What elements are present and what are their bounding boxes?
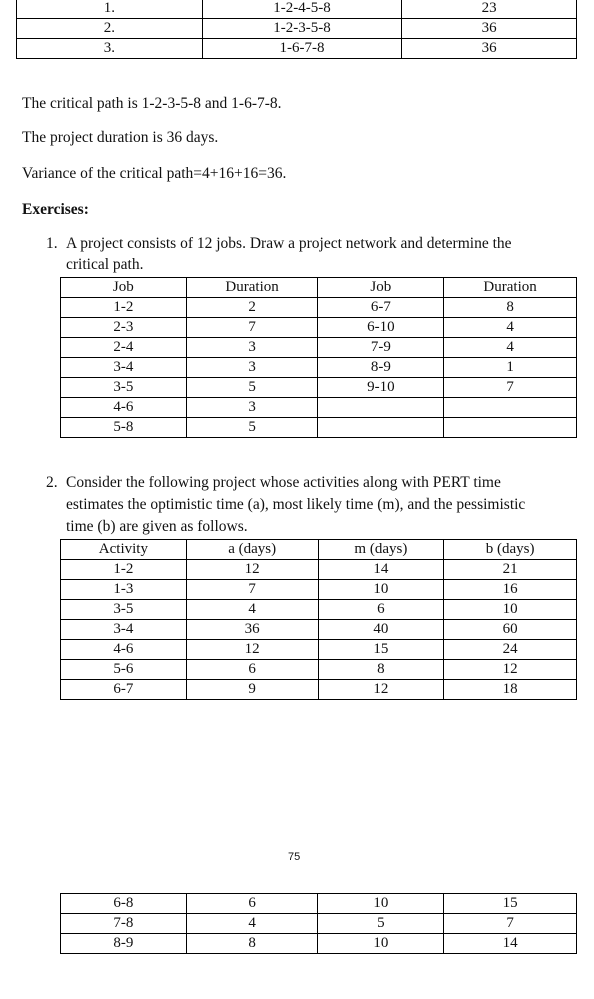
table-cell: 2. xyxy=(17,19,203,39)
table-row xyxy=(17,19,577,39)
critical-path-text: The critical path is 1-2-3-5-8 and 1-6-7-8. xyxy=(22,95,282,112)
table-cell: 10 xyxy=(318,894,444,914)
table-cell: 1. xyxy=(17,0,203,19)
table-row xyxy=(61,600,577,620)
table-cell xyxy=(444,398,577,418)
table-cell: 4 xyxy=(186,600,318,620)
table-cell: 8-9 xyxy=(61,934,187,954)
table-cell: 2 xyxy=(186,298,318,318)
table-cell: 12 xyxy=(444,660,577,680)
exercises-heading: Exercises: xyxy=(22,201,89,218)
exercise-2-line-1: Consider the following project whose activities along with PERT time xyxy=(66,474,501,491)
table-cell: 18 xyxy=(444,680,577,700)
header-a-days: a (days) xyxy=(186,540,318,560)
table-cell: 6-8 xyxy=(61,894,187,914)
table-cell: 1-2-4-5-8 xyxy=(202,0,402,19)
exercise-2-number: 2. xyxy=(46,474,58,491)
header-duration-2: Duration xyxy=(444,278,577,298)
table-row xyxy=(61,680,577,700)
table-cell: 7 xyxy=(186,318,318,338)
table-row xyxy=(61,398,577,418)
table-cell: 10 xyxy=(318,934,444,954)
table-cell xyxy=(444,418,577,438)
table-cell: 5-6 xyxy=(61,660,187,680)
header-m-days: m (days) xyxy=(318,540,444,560)
table-cell: 3-4 xyxy=(61,620,187,640)
table-cell: 10 xyxy=(318,580,444,600)
table-cell: 5 xyxy=(186,378,318,398)
table-cell: 6-10 xyxy=(318,318,444,338)
table-cell: 6-7 xyxy=(61,680,187,700)
table-row xyxy=(17,0,577,19)
table-row xyxy=(61,560,577,580)
table-row xyxy=(61,620,577,640)
table-row xyxy=(61,358,577,378)
table-cell: 8 xyxy=(444,298,577,318)
table-cell: 1-6-7-8 xyxy=(202,39,402,59)
table-cell: 3-4 xyxy=(61,358,187,378)
table-row xyxy=(61,298,577,318)
table-cell: 10 xyxy=(444,600,577,620)
exercise-1-line-2: critical path. xyxy=(66,256,144,273)
table-cell: 8 xyxy=(318,660,444,680)
table-row xyxy=(61,934,577,954)
table-row xyxy=(61,914,577,934)
table-cell: 5 xyxy=(318,914,444,934)
table-cell: 3 xyxy=(186,358,318,378)
table-cell: 7 xyxy=(444,378,577,398)
table-cell: 40 xyxy=(318,620,444,640)
table-cell: 4 xyxy=(444,338,577,358)
table-cell: 14 xyxy=(318,560,444,580)
header-duration-1: Duration xyxy=(186,278,318,298)
table-cell: 2-4 xyxy=(61,338,187,358)
critical-paths-table xyxy=(16,0,577,59)
table-cell: 8-9 xyxy=(318,358,444,378)
exercise-1-number: 1. xyxy=(46,235,58,252)
page-number: 75 xyxy=(288,851,301,863)
table-cell: 16 xyxy=(444,580,577,600)
table-cell: 4 xyxy=(444,318,577,338)
table-cell: 1 xyxy=(444,358,577,378)
table-cell: 3-5 xyxy=(61,378,187,398)
table-cell: 9-10 xyxy=(318,378,444,398)
table-row xyxy=(61,894,577,914)
table-row xyxy=(61,660,577,680)
table-row xyxy=(61,640,577,660)
table-cell: 15 xyxy=(444,894,577,914)
table-cell: 23 xyxy=(402,0,577,19)
table-cell: 6 xyxy=(186,660,318,680)
table-cell: 8 xyxy=(186,934,318,954)
table-cell: 6-7 xyxy=(318,298,444,318)
exercise-1-line-1: A project consists of 12 jobs. Draw a project network and determine the xyxy=(66,235,512,252)
project-duration-text: The project duration is 36 days. xyxy=(22,129,219,146)
header-job-1: Job xyxy=(61,278,187,298)
table-cell: 9 xyxy=(186,680,318,700)
exercise-2-table xyxy=(60,539,577,700)
header-b-days: b (days) xyxy=(444,540,577,560)
table-row xyxy=(61,580,577,600)
table-cell: 36 xyxy=(402,19,577,39)
table-cell: 12 xyxy=(318,680,444,700)
table-row xyxy=(61,418,577,438)
table-cell: 15 xyxy=(318,640,444,660)
table-cell: 6 xyxy=(186,894,318,914)
table-row xyxy=(61,378,577,398)
table-cell: 7 xyxy=(444,914,577,934)
table-cell: 24 xyxy=(444,640,577,660)
table-cell: 7-8 xyxy=(61,914,187,934)
table-cell: 1-2-3-5-8 xyxy=(202,19,402,39)
table-cell: 7-9 xyxy=(318,338,444,358)
exercise-2-line-3: time (b) are given as follows. xyxy=(66,518,248,535)
variance-text: Variance of the critical path=4+16+16=36. xyxy=(22,165,287,182)
header-job-2: Job xyxy=(318,278,444,298)
exercise-2-line-2: estimates the optimistic time (a), most likely time (m), and the pessimistic xyxy=(66,496,526,513)
exercise-2-table-continued xyxy=(60,893,577,954)
table-cell: 14 xyxy=(444,934,577,954)
table-cell xyxy=(318,398,444,418)
table-row xyxy=(61,338,577,358)
table-cell: 1-3 xyxy=(61,580,187,600)
table-cell xyxy=(318,418,444,438)
table-cell: 1-2 xyxy=(61,560,187,580)
table-cell: 3-5 xyxy=(61,600,187,620)
table-cell: 4 xyxy=(186,914,318,934)
table-cell: 7 xyxy=(186,580,318,600)
table-cell: 12 xyxy=(186,560,318,580)
table-cell: 60 xyxy=(444,620,577,640)
table-cell: 4-6 xyxy=(61,640,187,660)
table-row xyxy=(61,318,577,338)
table-cell: 1-2 xyxy=(61,298,187,318)
exercise-1-table xyxy=(60,277,577,438)
table-cell: 6 xyxy=(318,600,444,620)
table-row xyxy=(17,39,577,59)
header-activity: Activity xyxy=(61,540,187,560)
table-cell: 3. xyxy=(17,39,203,59)
table-cell: 2-3 xyxy=(61,318,187,338)
table-cell: 21 xyxy=(444,560,577,580)
table-cell: 3 xyxy=(186,398,318,418)
table-cell: 36 xyxy=(186,620,318,640)
table-cell: 5-8 xyxy=(61,418,187,438)
table-cell: 12 xyxy=(186,640,318,660)
table-cell: 3 xyxy=(186,338,318,358)
table-cell: 36 xyxy=(402,39,577,59)
table-cell: 4-6 xyxy=(61,398,187,418)
table-cell: 5 xyxy=(186,418,318,438)
